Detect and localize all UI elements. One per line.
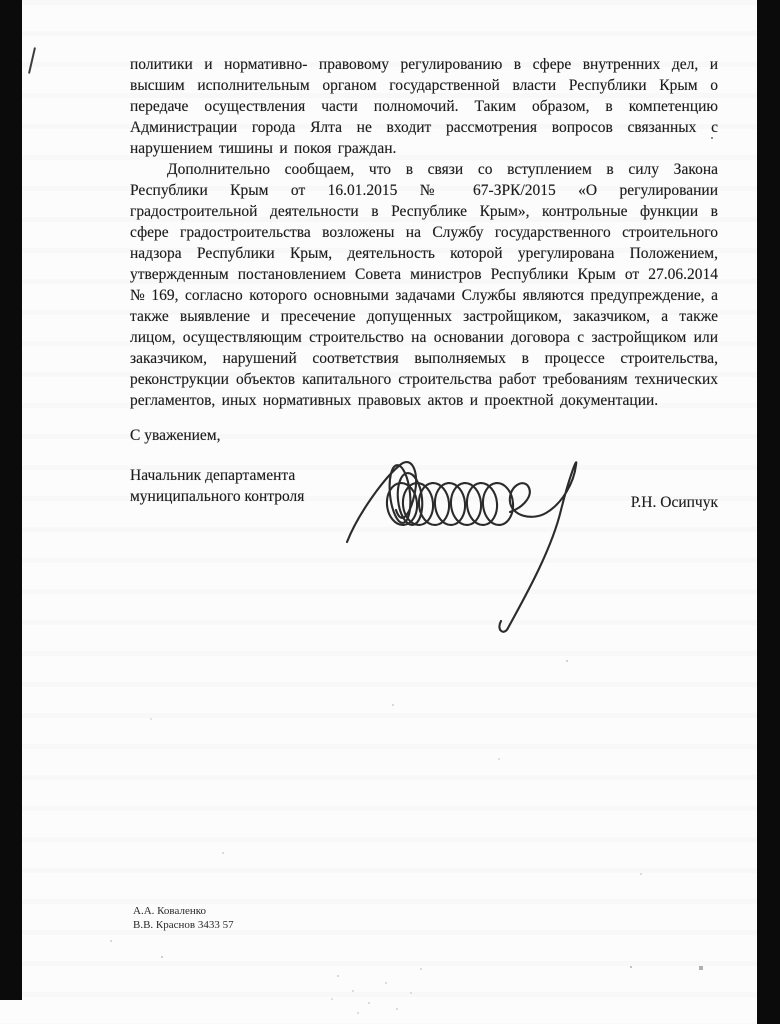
scan-edge-left: [0, 0, 22, 1000]
scan-noise: [0, 0, 2, 2]
executor-footer: [133, 904, 234, 932]
signature-scribble: [340, 452, 590, 642]
signer-title-line2: муниципального контроля: [130, 488, 305, 505]
executor-line1: А.А. Коваленко: [133, 905, 206, 917]
paragraph-construction-law: Дополнительно сообщаем, что в связи со вступлением в силу Закона Республики Крым от 16.01.2015 № 67-ЗРК/2015 «О регулировании градостроительной деятельности в Республике Крым», контрольные функции в сфере градостроительства возложены на Службу государственного строительного надзора Республики Крым, деятельность которой урегулирована Положением, утвержденным постановлением Совета министров Республики Крым от 27.06.2014 № 169, согласно которого основными задачами Службы являются предупреждение, а также выявление и пресечение допущенных застройщиком, заказчиком, а также лицом, осуществляющим строительство на основании договора с застройщиком или заказчиком, нарушений соответствия выполняемых в процессе строительства, реконструкции объектов капитального строительства работ требованиям технических регламентов, иных нормативных правовых актов и проектной документации.: [130, 161, 718, 409]
executor-line2: В.В. Краснов 3433 57: [133, 919, 234, 931]
scan-edge-right: [757, 0, 780, 1024]
letter-body: [130, 54, 718, 507]
signer-title-line1: Начальник департамента: [130, 467, 296, 484]
handwritten-mark: [28, 47, 36, 74]
signer-name: Р.Н. Осипчук: [630, 494, 718, 511]
paragraph-competence: политики и нормативно- правовому регулированию в сфере внутренних дел, и высшим исполнительным органом государственной власти Республики Крым о передаче осуществления части полномочий. Таким образом, в компетенцию Администрации города Ялта не входит рассмотрения вопросов связанных с нарушением тишины и покоя граждан.: [130, 56, 718, 157]
closing-line: С уважением,: [130, 427, 221, 444]
